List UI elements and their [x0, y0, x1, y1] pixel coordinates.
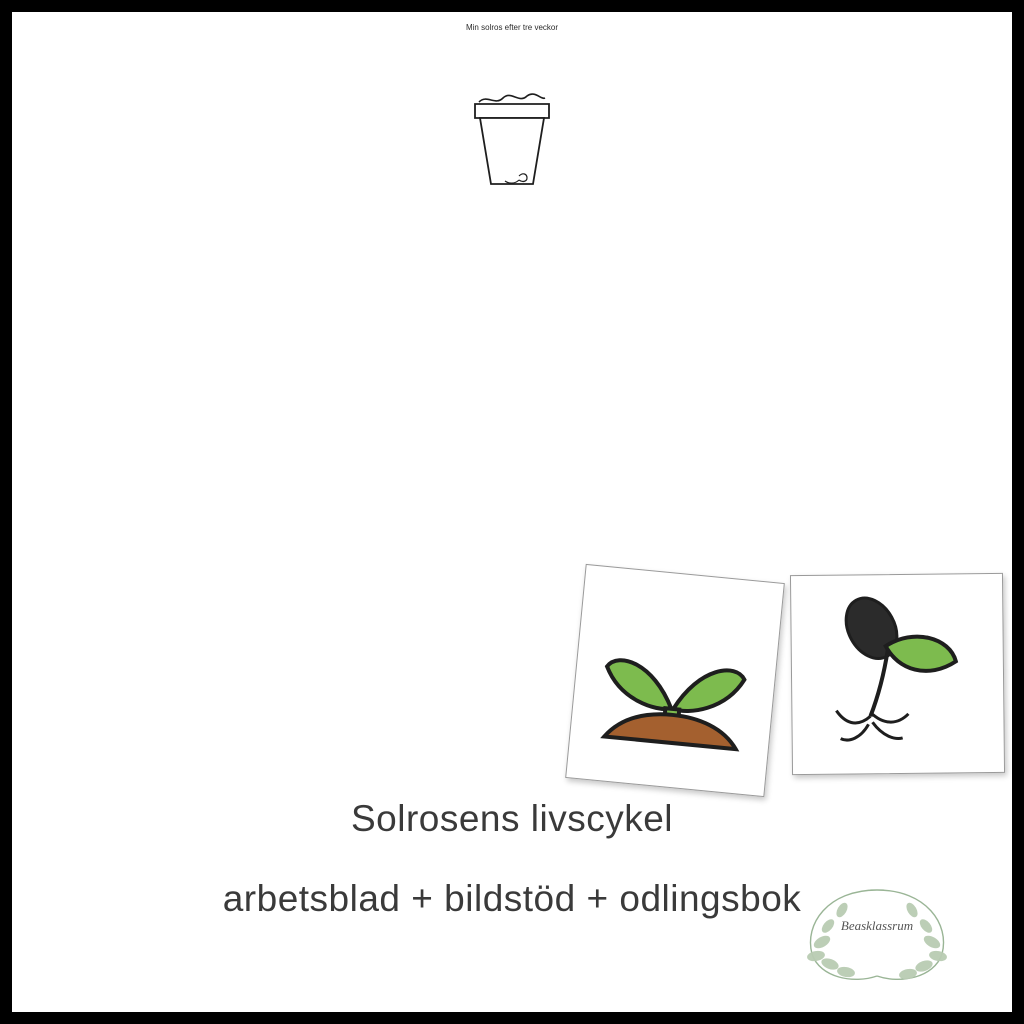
germinating-seed-icon — [791, 574, 1004, 774]
weeks-inner-border — [9, 9, 1015, 1015]
empty-pot-with-soil-icon — [457, 80, 567, 196]
frame-border-right — [1012, 0, 1024, 1024]
frame-border-top — [0, 0, 1024, 12]
brand-name: Beasklassrum — [840, 918, 914, 933]
frame-border-left — [0, 0, 12, 1024]
weeks-title: Min solros efter tre veckor — [465, 23, 559, 32]
sprout-in-soil-icon — [566, 565, 784, 796]
poster-caption-line2: arbetsblad + bildstöd + odlingsbok — [222, 878, 802, 919]
picture-card-sprout[interactable] — [565, 564, 785, 797]
picture-card-germinating-seed[interactable] — [790, 573, 1005, 775]
poster-caption-line1: Solrosens livscykel — [350, 798, 674, 839]
frame-border-bottom — [0, 1012, 1024, 1024]
brand-logo — [782, 876, 972, 986]
odlingsbok-weeks-sheet[interactable] — [0, 23, 559, 498]
